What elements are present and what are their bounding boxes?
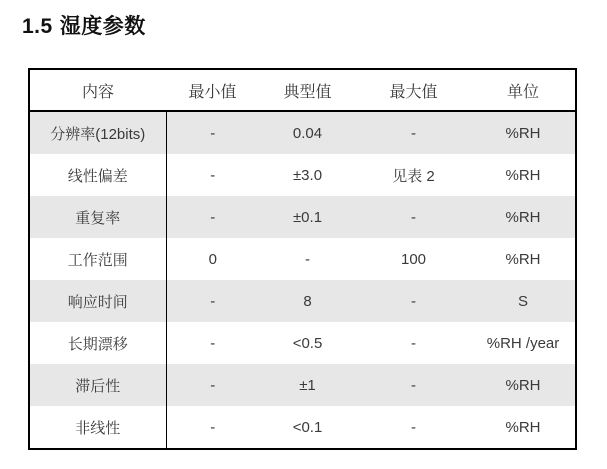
column-header: 内容 (29, 69, 166, 111)
value-cell: %RH (505, 250, 541, 268)
table-row (29, 364, 576, 406)
value-cell: - (166, 280, 259, 322)
value-cell: ±0.1 (259, 196, 356, 238)
value-cell: - (356, 111, 471, 154)
value-cell: %RH (505, 166, 541, 184)
value-cell: 100 (400, 250, 427, 268)
row-label-cell: 重复率 (29, 196, 166, 238)
column-header: 最大值 (356, 69, 471, 111)
table-row (29, 154, 576, 196)
value-cell: 0.04 (259, 111, 356, 154)
row-label-cell: 非线性 (29, 406, 166, 449)
value-cell: 8 (259, 280, 356, 322)
value-cell: - (356, 196, 471, 238)
column-header: 单位 (471, 69, 576, 111)
value-cell: <0.1 (292, 418, 323, 436)
humidity-parameters-table (28, 68, 577, 450)
value-cell: %RH (471, 196, 576, 238)
column-header: 最小值 (166, 69, 259, 111)
table-row (29, 280, 576, 322)
value-cell: - (356, 280, 471, 322)
value-cell: %RH (505, 418, 541, 436)
value-cell: ±1 (259, 364, 356, 406)
table-body (29, 111, 576, 449)
value-cell: <0.5 (292, 334, 323, 352)
value-cell: - (166, 364, 259, 406)
value-cell: - (411, 334, 416, 352)
row-label-cell: 响应时间 (29, 280, 166, 322)
section-number: 1.5 (22, 15, 53, 38)
table-row (29, 196, 576, 238)
value-cell: - (166, 111, 259, 154)
value-cell: S (471, 280, 576, 322)
row-label-cell: 线性偏差 (29, 154, 166, 196)
section-title (22, 10, 146, 40)
value-cell: - (305, 250, 310, 268)
value-cell: %RH /year (486, 334, 560, 352)
row-label-cell: 分辨率(12bits) (29, 111, 166, 154)
table-row (29, 238, 576, 280)
row-label-cell: 滞后性 (29, 364, 166, 406)
table-row (29, 406, 576, 449)
value-cell: ±3.0 (292, 166, 323, 184)
column-header: 典型值 (259, 69, 356, 111)
value-cell: - (210, 166, 216, 184)
value-cell: %RH (471, 364, 576, 406)
value-cell: %RH (471, 111, 576, 154)
row-label-cell: 长期漂移 (29, 322, 166, 364)
table-row (29, 111, 576, 154)
row-label-cell: 工作范围 (29, 238, 166, 280)
table-header-row (29, 69, 576, 111)
value-cell: - (356, 364, 471, 406)
value-cell: - (210, 334, 216, 352)
value-cell: - (166, 196, 259, 238)
value-cell: 见表 2 (392, 167, 435, 185)
value-cell: - (411, 418, 416, 436)
section-name: 湿度参数 (59, 15, 146, 38)
value-cell: 0 (208, 250, 217, 268)
table-row (29, 322, 576, 364)
value-cell: - (210, 418, 216, 436)
